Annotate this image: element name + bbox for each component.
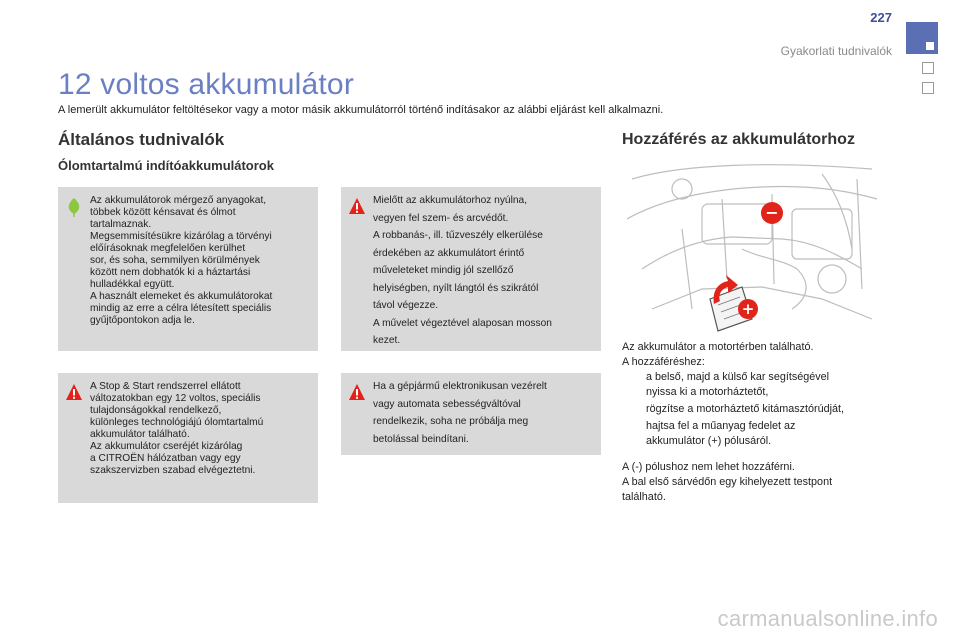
- chapter-tab[interactable]: [922, 62, 934, 74]
- section-label: Gyakorlati tudnivalók: [780, 44, 892, 58]
- intro-text: A lemerült akkumulátor feltöltésekor vagy a motor másik akkumulátorról történő indításakor az alábbi eljárást kell alkalmazni.: [58, 104, 664, 116]
- access-step-text: a belső, majd a külső kar segítségével nyissa ki a motorháztetőt,: [646, 371, 830, 398]
- warning-icon: [348, 197, 366, 217]
- leaf-icon: [65, 197, 83, 217]
- automatic-warning-box: [341, 373, 601, 455]
- access-lead: A hozzáféréshez:: [622, 356, 705, 368]
- watermark: carmanualsonline.info: [717, 606, 938, 631]
- chapter-tab-active[interactable]: [906, 22, 938, 54]
- stop-start-text: A Stop & Start rendszerrel ellátott változatokban egy 12 voltos, speciális tulajdonságokkal rendelkező, különleges technológiájú ólomtartalmú akkumulátor található. Az akkumulátor cseréjét kizárólag a CITROËN hálózatban vagy egy szakszervizben szabad elvégeztetni.: [90, 381, 264, 476]
- access-heading: Hozzáférés az akkumulátorhoz: [622, 131, 855, 148]
- tab-marker: [926, 42, 934, 50]
- warning-icon: [65, 383, 83, 403]
- eco-text: Az akkumulátorok mérgező anyagokat, többek között kénsavat és ólmot tartalmaznak. Megsemmisítésükre kizárólag a törvényi előírásoknak megfelelően kerülhet sor, és soha, semmilyen körülmények között nem dobhatók ki a háztartási hulladékkal együtt. A használt elemeket és akkumulátorokat mindig az erre a célra létesített speciális gyűjtőpontokon adja le.: [90, 195, 273, 326]
- eco-info-box: [58, 187, 318, 351]
- safety-warning-box: [341, 187, 601, 351]
- chapter-tab[interactable]: [922, 82, 934, 94]
- stop-start-warning-box: [58, 373, 318, 503]
- automatic-text: Ha a gépjármű elektronikusan vezérelt vagy automata sebességváltóval rendelkezik, soha ne próbálja meg betolással beindítani.: [373, 381, 547, 445]
- ground-point-note: A bal első sárvédőn egy kihelyezett testpont található.: [622, 476, 833, 503]
- lead-acid-subheading: Ólomtartalmú indítóakkumulátorok: [58, 158, 274, 173]
- warning-icon: [348, 383, 366, 403]
- battery-location: Az akkumulátor a motortérben található.: [622, 341, 814, 353]
- engine-bay-illustration: [622, 159, 882, 333]
- general-heading: Általános tudnivalók: [58, 130, 225, 149]
- page-title: 12 voltos akkumulátor: [58, 68, 355, 101]
- minus-sign: −: [765, 203, 779, 222]
- access-step-text: hajtsa fel a műanyag fedelet az akkumulátor (+) pólusáról.: [646, 420, 796, 447]
- negative-terminal-note: A (-) pólushoz nem lehet hozzáférni.: [622, 461, 795, 473]
- page-number: 227: [870, 10, 892, 25]
- access-step-text: rögzítse a motorháztető kitámasztórúdját,: [646, 403, 845, 415]
- plus-sign: +: [741, 300, 755, 318]
- safety-text: Mielőtt az akkumulátorhoz nyúlna, vegyen fel szem- és arcvédőt. A robbanás-, ill. tűzveszély elkerülése érdekében az akkumulátort érintő műveleteket mindig jól szellőző helyiségben, nyílt lángtól és szikrától távol végezze. A művelet végeztével alaposan mosson kezet.: [373, 195, 552, 346]
